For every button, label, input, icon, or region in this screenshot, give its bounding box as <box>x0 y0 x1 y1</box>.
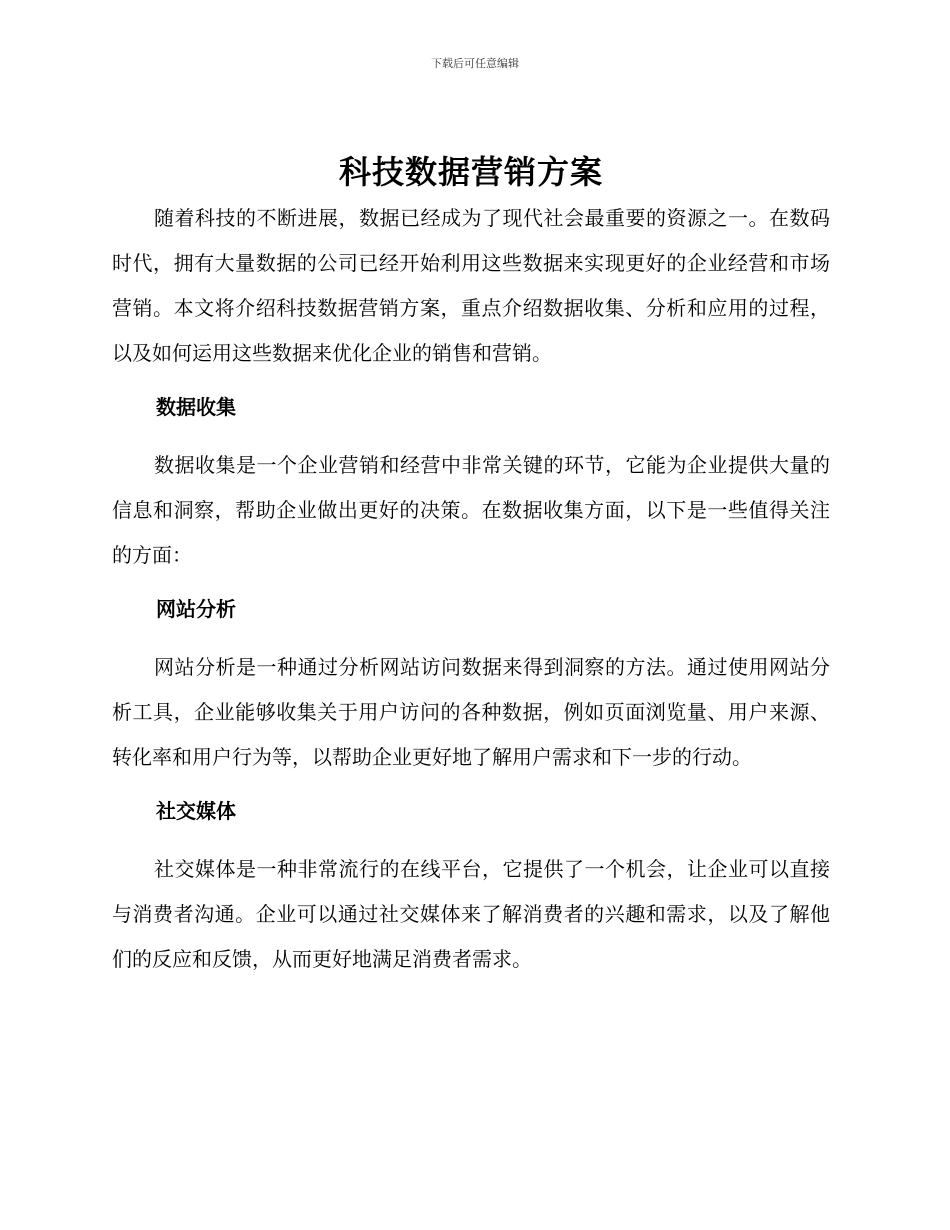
section-body-data-collection: 数据收集是一个企业营销和经营中非常关键的环节，它能为企业提供大量的信息和洞察，帮助企业做出更好的决策。在数据收集方面，以下是一些值得关注的方面： <box>112 453 830 567</box>
section-heading-website-analysis: 网站分析 <box>156 597 236 621</box>
section-body-social-media: 社交媒体是一种非常流行的在线平台，它提供了一个机会，让企业可以直接与消费者沟通。企业可以通过社交媒体来了解消费者的兴趣和需求，以及了解他们的反应和反馈，从而更好地满足消费者需求。 <box>112 857 830 971</box>
section-body-website-analysis: 网站分析是一种通过分析网站访问数据来得到洞察的方法。通过使用网站分析工具，企业能够收集关于用户访问的各种数据，例如页面浏览量、用户来源、转化率和用户行为等，以帮助企业更好地了解用户需求和下一步的行动。 <box>112 655 830 769</box>
header-note: 下载后可任意编辑 <box>431 57 519 70</box>
intro-paragraph: 随着科技的不断进展，数据已经成为了现代社会最重要的资源之一。在数码时代，拥有大量数据的公司已经开始利用这些数据来实现更好的企业经营和市场营销。本文将介绍科技数据营销方案，重点介绍数据收集、分析和应用的过程，以及如何运用这些数据来优化企业的销售和营销。 <box>112 206 830 365</box>
section-heading-social-media: 社交媒体 <box>156 799 236 823</box>
document-title: 科技数据营销方案 <box>338 153 603 191</box>
section-heading-data-collection: 数据收集 <box>156 395 236 419</box>
document-content <box>112 150 830 982</box>
